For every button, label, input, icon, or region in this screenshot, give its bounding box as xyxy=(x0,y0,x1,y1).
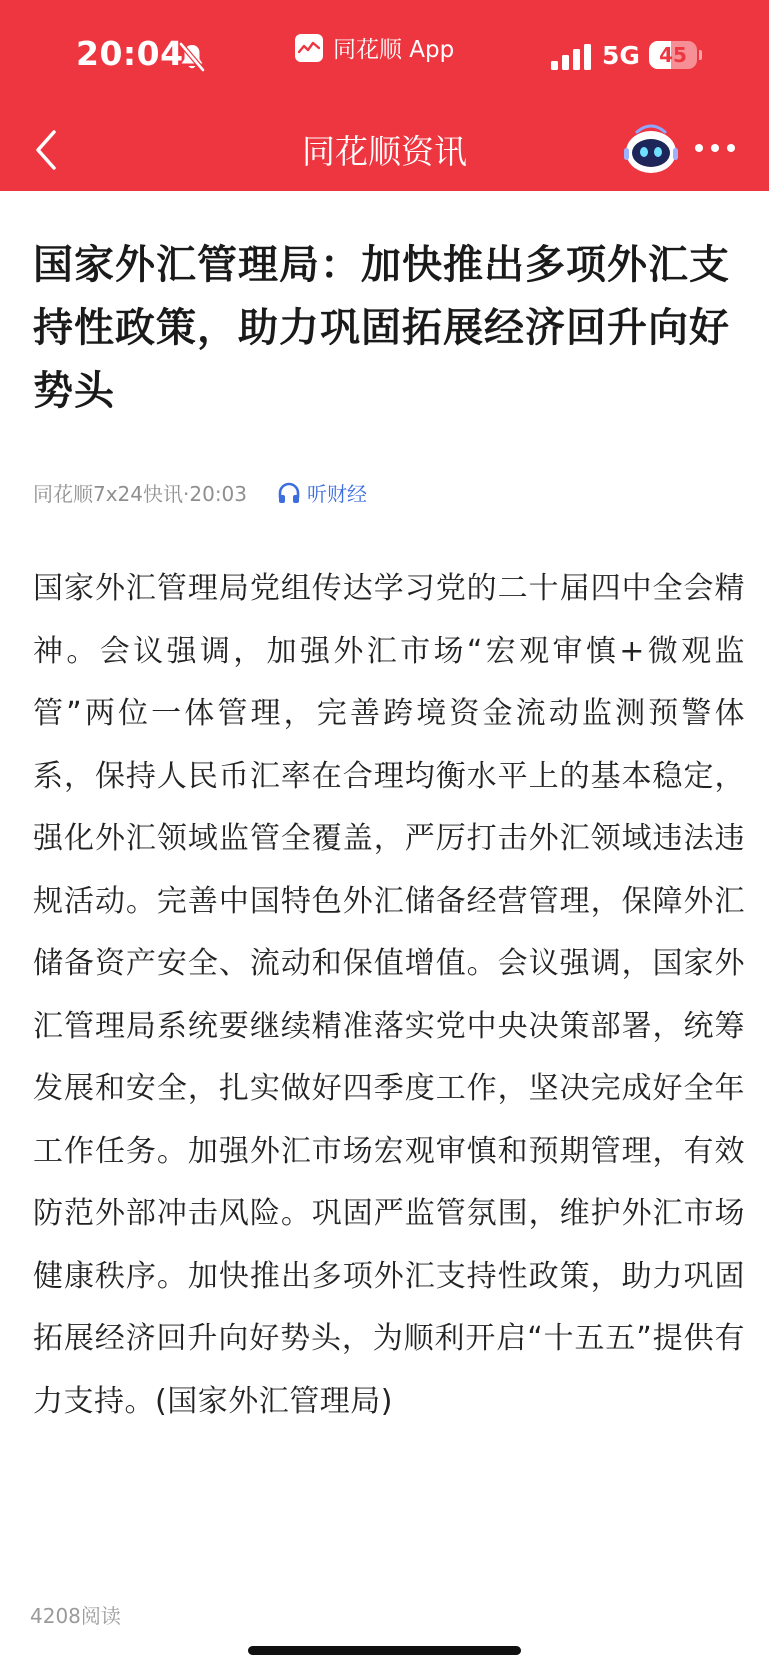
app-logo-icon xyxy=(295,34,323,62)
read-count: 4208阅读 xyxy=(30,1604,121,1628)
home-indicator[interactable] xyxy=(248,1646,521,1655)
article-meta xyxy=(33,478,367,507)
listen-button[interactable] xyxy=(277,478,367,507)
headphone-icon xyxy=(277,481,301,505)
listen-label: 听财经 xyxy=(307,482,368,506)
robot-assistant-icon[interactable] xyxy=(623,122,679,176)
bell-slash-icon xyxy=(178,42,206,72)
battery-indicator xyxy=(649,41,701,69)
more-dots-icon[interactable] xyxy=(694,140,736,156)
navigation-bar xyxy=(0,110,769,191)
article-source: 同花顺7x24快讯·20:03 xyxy=(33,482,248,506)
network-type: 5G xyxy=(602,41,640,70)
return-to-app-link[interactable] xyxy=(295,31,454,64)
status-time: 20:04 xyxy=(76,34,184,73)
status-bar xyxy=(0,0,769,110)
article-title: 国家外汇管理局：加快推出多项外汇支持性政策，助力巩固拓展经济回升向好势头 xyxy=(33,242,730,414)
article-body: 国家外汇管理局党组传达学习党的二十届四中全会精神。会议强调，加强外汇市场“宏观审慎+微观监管”两位一体管理，完善跨境资金流动监测预警体系，保持人民币汇率在合理均衡水平上的基本稳定，强化外汇领域监管全覆盖，严厉打击外汇领域违法违规活动。完善中国特色外汇储备经营管理，保障外汇储备资产安全、流动和保值增值。会议强调，国家外汇管理局系统要继续精准落实党中央决策部署，统筹发展和安全，扎实做好四季度工作，坚决完成好全年工作任务。加强外汇市场宏观审慎和预期管理，有效防范外部冲击风险。巩固严监管氛围，维护外汇市场健康秩序。加快推出多项外汇支持性政策，助力巩固拓展经济回升向好势头，为顺利开启“十五五”提供有力支持。(国家外汇管理局) xyxy=(33,571,745,1419)
app-name: 同花顺 App xyxy=(333,37,455,63)
app-header xyxy=(0,0,769,191)
battery-level-text: 45 xyxy=(659,43,687,67)
cellular-signal-icon xyxy=(551,44,591,70)
page-title: 同花顺资讯 xyxy=(302,132,467,171)
